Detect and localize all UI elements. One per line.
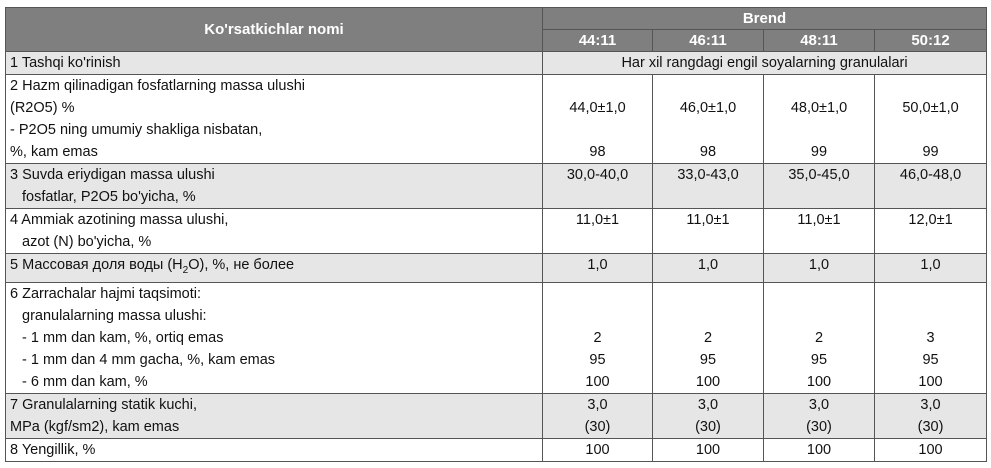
cell-value: 1,0: [543, 254, 653, 283]
cell-value: 3 95 100: [875, 282, 987, 393]
cell-value: 11,0±1: [764, 209, 875, 254]
row-label: 3 Suvda eriydigan massa ulushi fosfatlar, P2O5 bo'yicha, %: [6, 164, 543, 209]
header-indicator-name: Ko'rsatkichlar nomi: [6, 8, 543, 52]
cell-value: 3,0 (30): [653, 393, 764, 438]
cell-value: 46,0-48,0: [875, 164, 987, 209]
cell-value: 33,0-43,0: [653, 164, 764, 209]
header-brand-3: 48:11: [764, 30, 875, 52]
spec-table: [5, 7, 987, 462]
row-label: 7 Granulalarning statik kuchi, MPa (kgf/sm2), kam emas: [6, 393, 543, 438]
table-row: [6, 393, 987, 438]
cell-value: 3,0 (30): [875, 393, 987, 438]
cell-value: 44,0±1,0 98: [543, 75, 653, 164]
cell-value: 11,0±1: [543, 209, 653, 254]
cell-value: 2 95 100: [764, 282, 875, 393]
cell-value: 100: [875, 438, 987, 461]
cell-value: 100: [764, 438, 875, 461]
cell-value: 30,0-40,0: [543, 164, 653, 209]
spec-table-container: [5, 7, 987, 462]
cell-value: 12,0±1: [875, 209, 987, 254]
header-brand: Brend: [543, 8, 987, 30]
cell-value: 1,0: [764, 254, 875, 283]
cell-value: 3,0 (30): [764, 393, 875, 438]
cell-value: 50,0±1,0 99: [875, 75, 987, 164]
row-label: 2 Hazm qilinadigan fosfatlarning massa ulushi (R2O5) % - P2O5 ning umumiy shakliga nisbatan, %, kam emas: [6, 75, 543, 164]
cell-value: 48,0±1,0 99: [764, 75, 875, 164]
cell-value: 2 95 100: [543, 282, 653, 393]
row-label: 4 Ammiak azotining massa ulushi, azot (N) bo'yicha, %: [6, 209, 543, 254]
table-row: [6, 282, 987, 393]
row-label: 5 Массовая доля воды $(H_2O)$, %, не более: [6, 254, 543, 283]
header-brand-2: 46:11: [653, 30, 764, 52]
cell-value: 2 95 100: [653, 282, 764, 393]
header-brand-4: 50:12: [875, 30, 987, 52]
table-row: [6, 52, 987, 75]
table-row: [6, 209, 987, 254]
cell-value: 1,0: [875, 254, 987, 283]
cell-value: 1,0: [653, 254, 764, 283]
table-row: [6, 164, 987, 209]
row-label: 8 Yengillik, %: [6, 438, 543, 461]
cell-value: 3,0 (30): [543, 393, 653, 438]
header-brand-1: 44:11: [543, 30, 653, 52]
cell-value: 46,0±1,0 98: [653, 75, 764, 164]
row-merged-value: Har xil rangdagi engil soyalarning granulalari: [543, 52, 987, 75]
cell-value: 11,0±1: [653, 209, 764, 254]
cell-value: 100: [543, 438, 653, 461]
cell-value: 100: [653, 438, 764, 461]
row-label: 6 Zarrachalar hajmi taqsimoti: granulalarning massa ulushi: - 1 mm dan kam, %, ortiq emas - 1 mm dan 4 mm gacha, %, kam emas - 6 mm dan kam, %: [6, 282, 543, 393]
table-row: [6, 254, 987, 283]
table-row: [6, 75, 987, 164]
table-row: [6, 438, 987, 461]
cell-value: 35,0-45,0: [764, 164, 875, 209]
row-label: 1 Tashqi ko'rinish: [6, 52, 543, 75]
